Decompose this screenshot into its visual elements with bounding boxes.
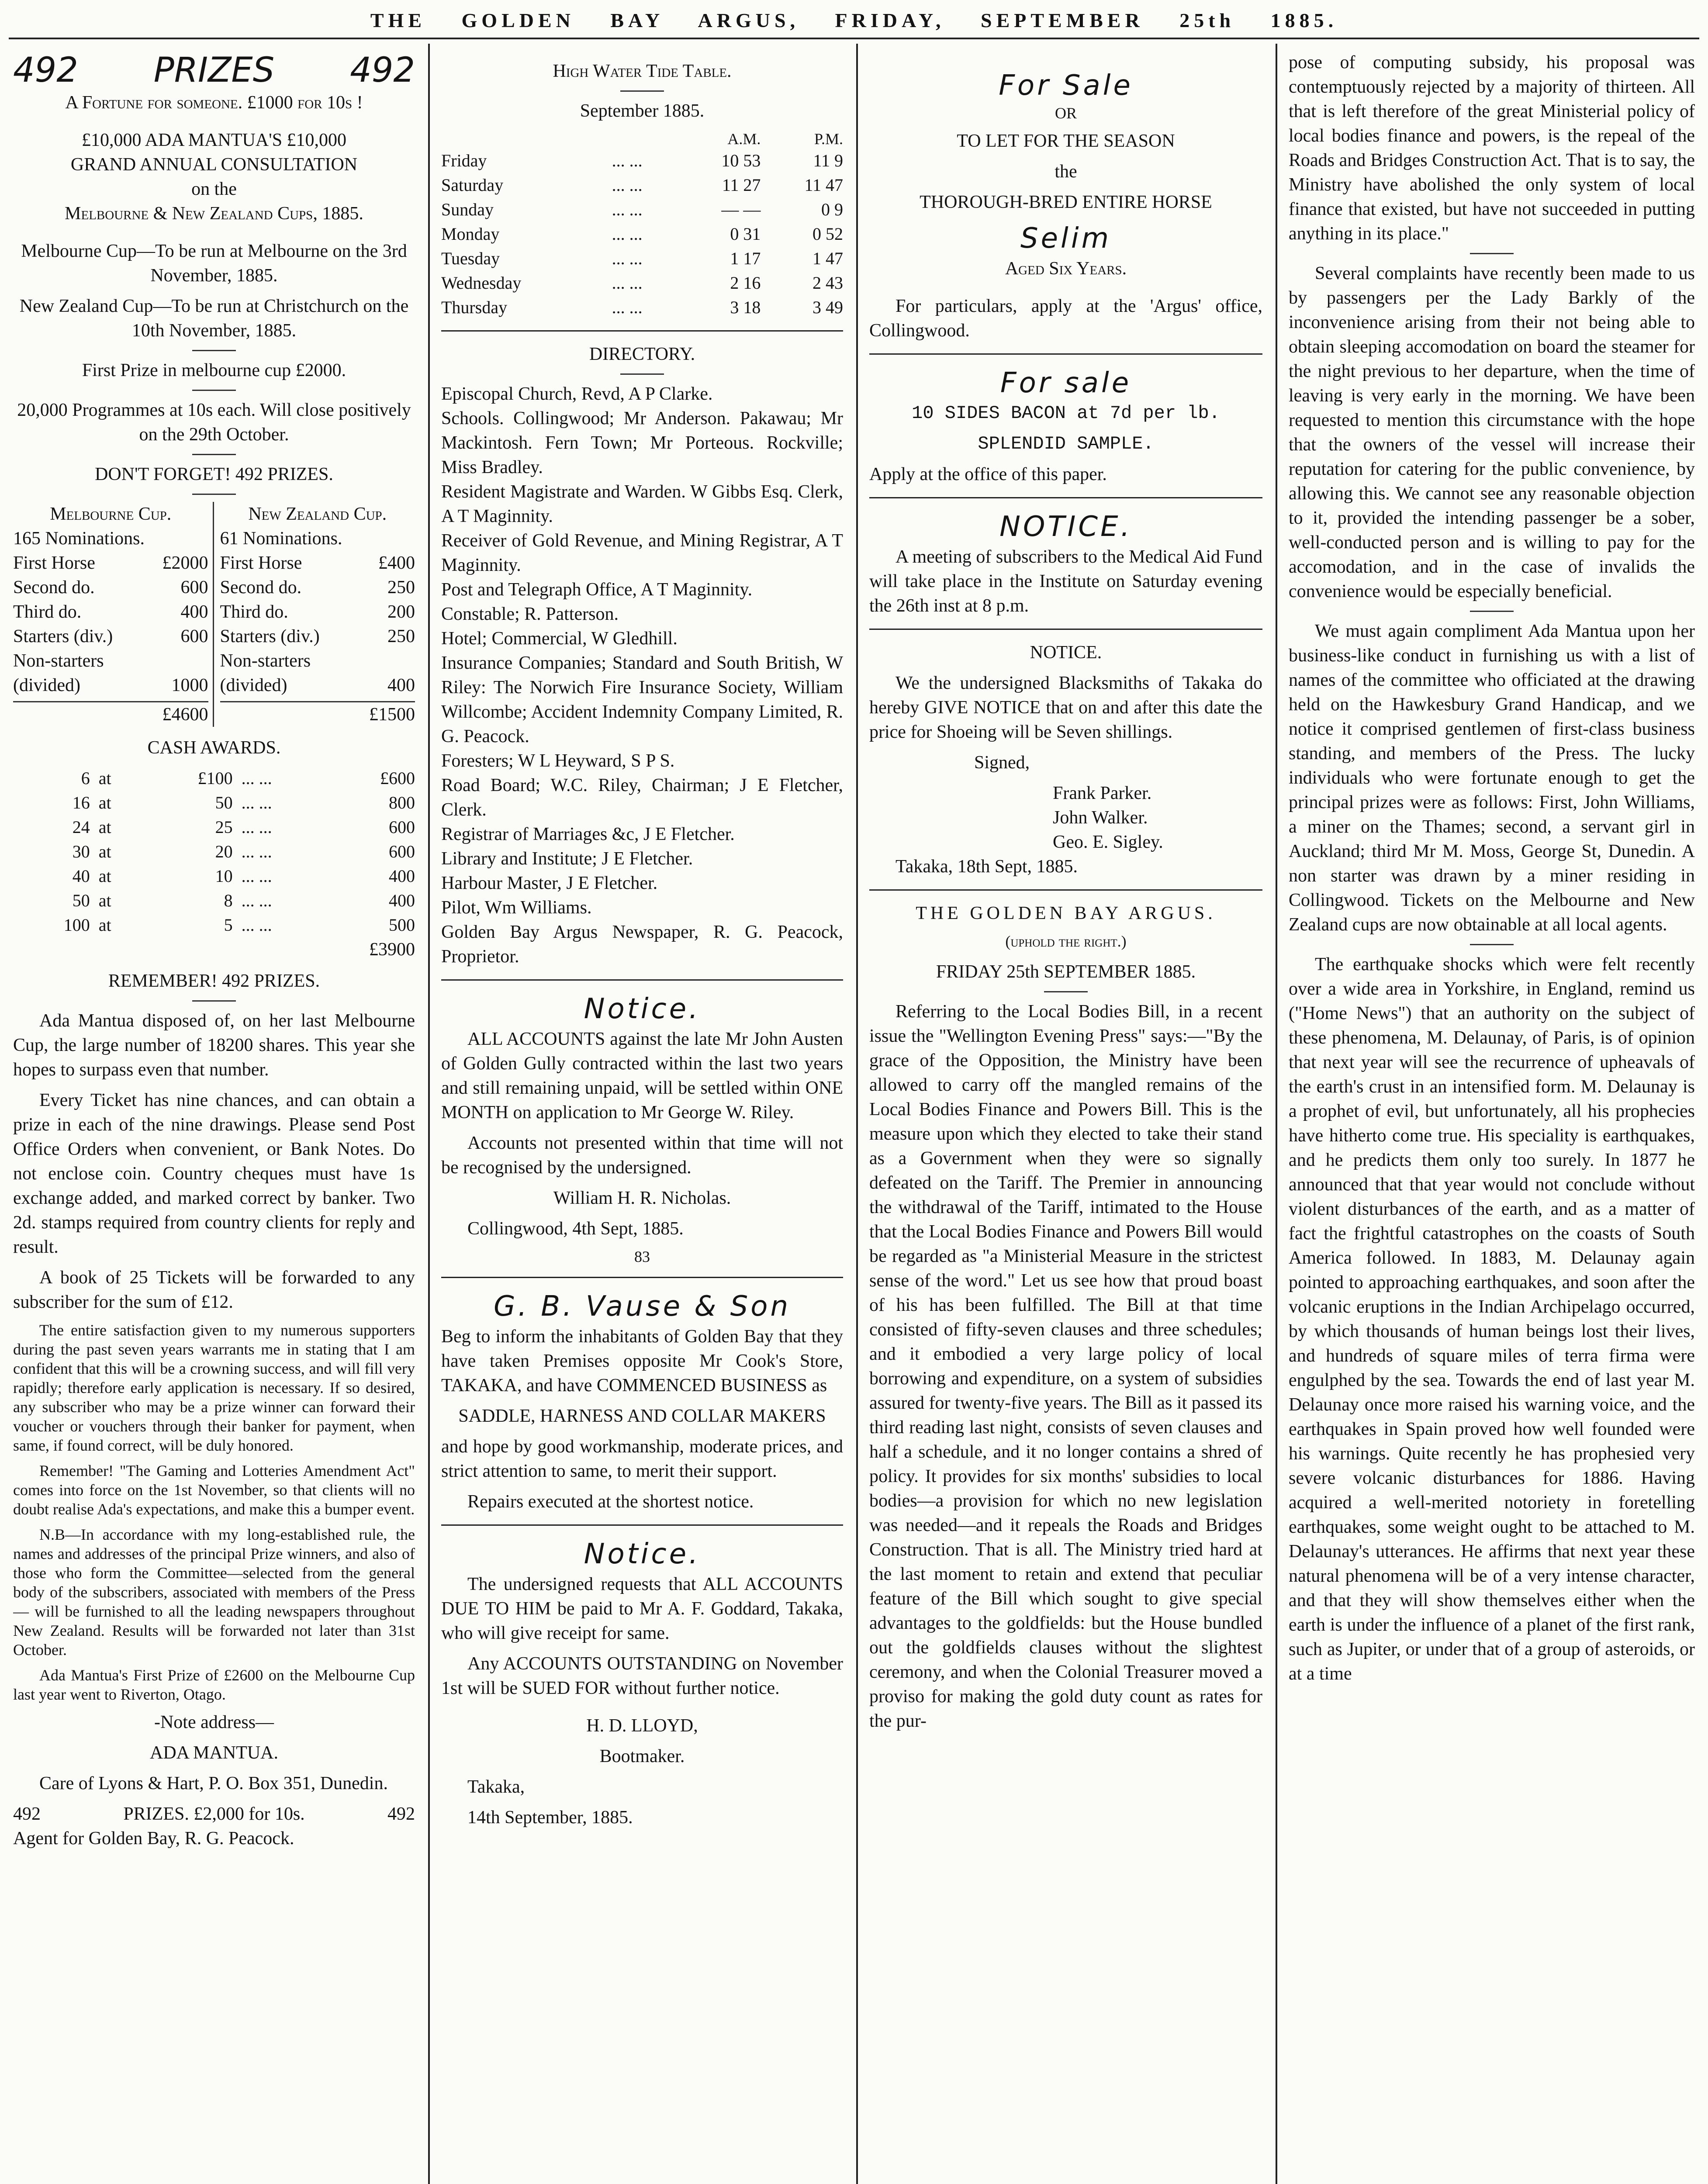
directory-entry: Registrar of Marriages &c, J E Fletcher. — [441, 824, 735, 844]
signatory-name: John Walker. — [1053, 808, 1148, 828]
melbourne-cup-date: Melbourne Cup—To be run at Melbourne on the 3rd November, 1885. — [21, 241, 407, 286]
notice-heading: Notice. — [584, 993, 701, 1025]
vause-heading: G. B. Vause & Son — [494, 1290, 791, 1323]
vause-body: and hope by good workmanship, moderate prices, and strict attention to same, to merit their support. — [441, 1437, 843, 1481]
vause-trade: SADDLE, HARNESS AND COLLAR MAKERS — [458, 1406, 826, 1426]
divider — [441, 1524, 843, 1526]
rule — [1470, 253, 1514, 254]
cash-award-row — [13, 913, 415, 937]
prize-amount: 600 — [180, 577, 208, 598]
notice-date: 14th September, 1885. — [467, 1807, 633, 1828]
cash-award-row — [13, 864, 415, 888]
tide-am-header: A.M. — [727, 130, 761, 148]
prize-amount: 250 — [387, 626, 415, 646]
tide-am: 11 27 — [722, 175, 761, 195]
notice-heading: NOTICE. — [999, 511, 1132, 543]
cash-dots: ... ... — [241, 817, 272, 837]
prize-amount: £2000 — [162, 553, 208, 573]
paper-date: FRIDAY 25th SEPTEMBER 1885. — [936, 962, 1196, 982]
prize-amount: 600 — [180, 626, 208, 646]
rule — [620, 373, 664, 375]
cash-at: at — [98, 891, 111, 910]
tide-row — [441, 173, 843, 197]
prize-row — [220, 673, 415, 698]
consultation-amounts: £10,000 ADA MANTUA'S £10,000 — [81, 130, 347, 150]
for-sale-body: For particulars, apply at the 'Argus' office, Collingwood. — [869, 296, 1262, 341]
notice-body: ALL ACCOUNTS against the late Mr John Austen of Golden Gully contracted within the last two years and still remaining unpaid, will be settled within ONE MONTH on application to Mr George W. Riley. — [441, 1029, 843, 1123]
cash-each: 5 — [224, 915, 233, 935]
tide-pm: 3 49 — [813, 297, 843, 317]
programmes: 20,000 Programmes at 10s each. Will close positively on the 29th October. — [17, 400, 411, 445]
column-1-ada-mantua-advert — [13, 50, 415, 1857]
rule — [192, 350, 236, 351]
cash-dots: ... ... — [241, 842, 272, 861]
cash-each: 25 — [215, 817, 233, 837]
cash-at: at — [98, 842, 111, 861]
rule — [192, 494, 236, 495]
directory-entry: Receiver of Gold Revenue, and Mining Registrar, A T Maginnity. — [441, 531, 843, 575]
divider — [869, 889, 1262, 891]
tide-pm: 0 9 — [821, 200, 843, 219]
prize-label: Non-starters — [13, 651, 104, 671]
notice-date: Takaka, 18th Sept, 1885. — [895, 857, 1078, 877]
directory-entry: Library and Institute; J E Fletcher. — [441, 849, 693, 869]
cash-total: 600 — [389, 842, 415, 861]
directory-list — [441, 382, 843, 969]
tide-dots: ... ... — [612, 273, 643, 293]
advert-paragraph: A book of 25 Tickets will be forwarded to any subscriber for the sum of £12. — [13, 1268, 415, 1312]
first-prize: First Prize in melbourne cup £2000. — [82, 360, 346, 380]
advertiser-address: Care of Lyons & Hart, P. O. Box 351, Dunedin. — [39, 1773, 388, 1794]
directory-title: DIRECTORY. — [589, 344, 695, 364]
notice-body: Accounts not presented within that time will not be recognised by the undersigned. — [441, 1133, 843, 1178]
fortune-line: A Fortune for someone. £1000 for 10s ! — [65, 93, 363, 113]
column-2 — [441, 50, 843, 1836]
prizes-count-left: 492 — [13, 51, 78, 90]
directory-entry: Constable; R. Patterson. — [441, 604, 619, 624]
tide-row — [441, 271, 843, 295]
nz-cup-total: £1500 — [220, 701, 415, 727]
tide-pm: 11 47 — [804, 175, 843, 195]
cash-award-row — [13, 815, 415, 840]
directory-entry: Insurance Companies; Standard and South British, W Riley: The Norwich Fire Insurance Society, William Willcombe; Accident Indemnity Company Limited, R. G. Peacock. — [441, 653, 843, 746]
column-divider — [1276, 44, 1277, 2184]
cash-total: 400 — [389, 866, 415, 886]
masthead — [0, 9, 1708, 34]
for-sale-heading: For Sale — [999, 69, 1133, 102]
prize-label: Starters (div.) — [13, 626, 113, 646]
note-address: -Note address— — [154, 1712, 274, 1732]
column-3 — [869, 50, 1262, 1739]
cash-dots: ... ... — [241, 915, 272, 935]
prize-amount: 200 — [387, 602, 415, 622]
cash-each: 10 — [215, 866, 233, 886]
tide-pm: 2 43 — [813, 273, 843, 293]
advertiser-name: ADA MANTUA. — [150, 1743, 278, 1763]
prize-label: Third do. — [220, 602, 288, 622]
divider — [441, 330, 843, 332]
advert-paragraph: N.B—In accordance with my long-established rule, the names and addresses of the principal Prize winners, and also of those who form the Committee—selected from the general body of the subscribers, associated with members of the Press— will be furnished to all the leading newspapers throughout New Zealand. Results will be forwarded not later than 31st October. — [13, 1526, 415, 1659]
tide-day: Wednesday — [441, 273, 522, 293]
dont-forget: DON'T FORGET! 492 PRIZES. — [95, 464, 333, 484]
bacon-apply: Apply at the office of this paper. — [869, 464, 1107, 484]
prize-row — [13, 551, 208, 575]
notice-heading-small: NOTICE. — [1030, 643, 1102, 663]
cash-awards-table — [13, 766, 415, 937]
tide-day: Sunday — [441, 200, 494, 219]
cash-at: at — [98, 793, 111, 812]
prize-row — [13, 624, 208, 649]
tide-am: 2 16 — [730, 273, 761, 293]
prize-row — [220, 649, 415, 673]
tide-dots: ... ... — [612, 224, 643, 244]
tide-am: 3 18 — [730, 297, 761, 317]
prizes-word: PRIZES — [153, 51, 275, 90]
for-sale-heading: For sale — [1000, 367, 1132, 399]
paper-title: THE GOLDEN BAY ARGUS. — [916, 903, 1216, 923]
prize-row — [13, 673, 208, 698]
tide-day: Monday — [441, 224, 500, 244]
cash-each: £100 — [197, 768, 233, 788]
prize-label: Non-starters — [220, 651, 311, 671]
directory-entry: Foresters; W L Heyward, S P S. — [441, 751, 675, 771]
cash-at: at — [98, 866, 111, 886]
consultation-cups: Melbourne & New Zealand Cups, 1885. — [65, 204, 363, 224]
news-paragraph: The earthquake shocks which were felt recently over a wide area in Yorkshire, in England, remind us ("Home News") that an authority on the subject of these phenomena, M. Delaunay, of Paris, is of opinion that next year will see the recurrence of upheavals of the earth's crust in an intensified form. M. Delaunay is a prophet of evil, but unfortunately, all his prophecies have hitherto come true. His speciality is earthquakes, and he predicts them only too surely. In 1877 he announced that that year would not conclude without violent disturbances of the earth, and as a matter of fact the frightful catastrophes on the coasts of South America followed. In 1883, M. Delaunay again pointed to approaching earthquakes, and soon after the volcanic eruptions in the Indian Archipelago occurred, by which thousands of human beings lost their lives, and hundreds of square miles of terra firma were engulphed by the sea. Towards the end of last year M. Delaunay once more raised his warning voice, and the earthquakes in Spain proved how well founded were his warnings. Quite recently he has prophesied very severe volcanic disturbances for 1886. Having acquired a well-merited notoriety in foretelling earthquakes, some weight ought to be attached to M. Delaunay's utterances. He affirms that next year these natural phenomena will be of a very intense character, and that they will show themselves either when the earth is under the influence of a planet of the first rank, such as Jupiter, or under that of a group of asteroids, or at a time — [1289, 954, 1695, 1684]
rule — [1470, 944, 1514, 945]
tide-day: Saturday — [441, 175, 504, 195]
tide-am: 0 31 — [730, 224, 761, 244]
tide-pm: 11 9 — [813, 151, 843, 170]
prize-row — [220, 526, 415, 551]
tide-am: 1 17 — [730, 249, 761, 268]
prizes-count-right: 492 — [350, 51, 415, 90]
advert-footer — [13, 1802, 415, 1826]
prize-label: Second do. — [13, 577, 95, 598]
prize-label: (divided) — [220, 675, 287, 695]
cash-count: 6 — [81, 768, 90, 788]
horse-name: Selim — [1020, 222, 1111, 255]
cash-total: £600 — [380, 768, 415, 788]
column-divider — [428, 44, 430, 2184]
cash-awards-total: £3900 — [369, 940, 415, 960]
prize-row — [220, 575, 415, 600]
advert-paragraph: Ada Mantua's First Prize of £2600 on the Melbourne Cup last year went to Riverton, Otago. — [13, 1666, 415, 1703]
rule — [1470, 611, 1514, 612]
rule — [620, 90, 664, 92]
tide-row — [441, 295, 843, 320]
tide-dots: ... ... — [612, 200, 643, 219]
editorial-paragraph: Referring to the Local Bodies Bill, in a recent issue the "Wellington Evening Press" says:—"By the grace of the Opposition, the Ministry have been allowed to carry off the mangled remains of the Local Bodies Finance and Powers Bill. This is the measure upon which they elected to take their stand as a Government when they were so signally defeated on the Tariff. The Premier in announcing the withdrawal of the Tariff, intimated to the House that the Local Bodies Finance and Powers Bill would be regarded as "a Ministerial Measure in the strictest sense of the word." Let us see how that proud boast of his has been fulfilled. The Bill at that time consisted of fifty-seven clauses and three schedules; and it embodied a very large policy of local borrowing and expenditure, on a system of subsidies assured for twenty-five years. The Bill as it passed its third reading last night, consists of seven clauses and half a schedule, and it no longer contains a shred of policy. It provides for six months' subsidies to local bodies—a provision for which no new legislation was needed—and it repeals the Roads and Bridges Construction. That is all. The Ministry tried hard at the last moment to retain and extend that peculiar feature of the Bill which sought to give special advantages to the goldfields: but the House bundled out the goldfields clauses without the slightest ceremony, and when the Colonial Treasurer moved a proviso for making the gold duty count as rates for the pur- — [869, 1002, 1262, 1731]
notice-body: We the undersigned Blacksmiths of Takaka do hereby GIVE NOTICE that on and after this date the price for Shoeing will be Seven shillings. — [869, 673, 1262, 742]
cash-total: 400 — [389, 891, 415, 910]
tide-pm-header: P.M. — [814, 130, 843, 148]
advert-paragraph: Remember! "The Gaming and Lotteries Amendment Act" comes into force on the 1st November, so that clients will no doubt realise Ada's expectations, and make this a bumper event. — [13, 1462, 415, 1518]
tide-day: Friday — [441, 151, 487, 170]
notice-mark: 83 — [634, 1248, 650, 1265]
cup-prize-tables — [13, 502, 415, 727]
cash-count: 30 — [72, 842, 90, 861]
notice-heading: Notice. — [584, 1538, 701, 1570]
bacon-line: 10 SIDES BACON at 7d per lb. — [912, 403, 1220, 424]
tide-row — [441, 149, 843, 173]
melbourne-cup-heading: Melbourne Cup. — [50, 504, 172, 524]
tide-day: Tuesday — [441, 249, 500, 268]
cash-award-row — [13, 840, 415, 864]
cash-total: 600 — [389, 817, 415, 837]
news-paragraph: We must again compliment Ada Mantua upon her business-like conduct in furnishing us with a list of names of the committee who officiated at the drawing held on the Hawkesbury Grand Handicap, and we notice it comprised gentlemen of first-class business standing, and members of the Press. The lucky individuals who were fortunate enough to get the principal prizes were as follows: First, John Williams, a miner on the Thames; second, a servant girl in Auckland; third Mr M. Moss, George St, Dunedin. A non starter was drawn by a miner residing in Collingwood. Tickets on the Melbourne and New Zealand cups are now obtainable at all local agents. — [1289, 621, 1695, 935]
prize-label: 61 Nominations. — [220, 529, 342, 549]
prize-amount: 250 — [387, 577, 415, 598]
masthead-rule — [9, 38, 1699, 39]
nz-cup-heading: New Zealand Cup. — [248, 504, 387, 524]
agent-line: Agent for Golden Bay, R. G. Peacock. — [13, 1828, 294, 1849]
cash-count: 100 — [63, 915, 90, 935]
cash-count: 40 — [72, 866, 90, 886]
footer-count-left: 492 — [13, 1804, 41, 1824]
cash-dots: ... ... — [241, 793, 272, 812]
cash-at: at — [98, 915, 111, 935]
directory-entry: Golden Bay Argus Newspaper, R. G. Peacock, Proprietor. — [441, 922, 843, 967]
tide-dots: ... ... — [612, 151, 643, 170]
tide-dots: ... ... — [612, 249, 643, 268]
prize-amount: 1000 — [171, 675, 208, 695]
cash-each: 20 — [215, 842, 233, 861]
directory-entry: Resident Magistrate and Warden. W Gibbs Esq. Clerk, A T Maginnity. — [441, 482, 843, 526]
cash-total: 800 — [389, 793, 415, 812]
footer-count-right: 492 — [387, 1804, 415, 1824]
advert-paragraph: Ada Mantua disposed of, on her last Melbourne Cup, the large number of 18200 shares. This year she hopes to surpass even that number. — [13, 1011, 415, 1080]
column-4 — [1289, 50, 1695, 1692]
tide-table-month: September 1885. — [580, 101, 705, 121]
cash-award-row — [13, 888, 415, 913]
prize-label: First Horse — [220, 553, 302, 573]
tide-row — [441, 222, 843, 246]
prize-row — [220, 624, 415, 649]
signatory-name: Frank Parker. — [1053, 783, 1152, 803]
divider — [441, 1277, 843, 1278]
prize-label: Third do. — [13, 602, 82, 622]
prize-row — [13, 600, 208, 624]
masthead-paper-name: THE GOLDEN BAY ARGUS, — [370, 9, 800, 31]
melbourne-cup-table — [13, 502, 214, 727]
notice-signed: Signed, — [974, 753, 1030, 773]
for-sale-horse: THOROUGH-BRED ENTIRE HORSE — [920, 192, 1212, 212]
tide-table-title: High Water Tide Table. — [553, 61, 732, 81]
divider — [869, 497, 1262, 498]
advert-paragraph: The entire satisfaction given to my numerous supporters during the past seven years warrants me in stating that I am confident that this will be a crowning success, and will fill very rapidly; therefore early application is necessary. If so desired, any subscriber who may be a prize winner can forward their voucher or vouchers through their banker for payment, when same, if found correct, will be duly honored. — [13, 1321, 415, 1454]
notice-place: Takaka, — [467, 1777, 525, 1797]
editorial-continued: pose of computing subsidy, his proposal was contemptuously rejected by a majority of thirteen. All that is left therefore of the great Ministerial policy of local bodies finance and powers, is the repeal of the Roads and Bridges Construction Act. That is to say, the Ministry have abolished the only system of local finance that existed, but have not succeeded in putting anything in its place." — [1289, 52, 1695, 244]
for-sale-the: the — [1055, 162, 1077, 182]
cash-dots: ... ... — [241, 866, 272, 886]
rule — [192, 1000, 236, 1002]
cash-dots: ... ... — [241, 891, 272, 910]
directory-entry: Episcopal Church, Revd, A P Clarke. — [441, 384, 713, 404]
masthead-day: FRIDAY, — [835, 9, 945, 31]
prize-label: (divided) — [13, 675, 80, 695]
directory-entry: Post and Telegraph Office, A T Maginnity. — [441, 580, 753, 600]
paper-motto: (uphold the right.) — [1005, 933, 1127, 950]
divider — [869, 353, 1262, 355]
directory-entry: Pilot, Wm Williams. — [441, 898, 592, 918]
cash-at: at — [98, 817, 111, 837]
nz-cup-date: New Zealand Cup—To be run at Christchurch on the 10th November, 1885. — [19, 296, 409, 341]
rule — [192, 390, 236, 391]
vause-body: Beg to inform the inhabitants of Golden Bay that they have taken Premises opposite Mr Cook's Store, TAKAKA, and have COMMENCED BUSINESS as — [441, 1327, 843, 1396]
tide-dots: ... ... — [612, 297, 643, 317]
column-divider — [856, 44, 858, 2184]
prize-row — [220, 551, 415, 575]
nz-cup-table — [214, 502, 415, 727]
rule — [192, 454, 236, 455]
tide-am: 10 53 — [721, 151, 761, 170]
tide-row — [441, 197, 843, 222]
prize-row — [13, 649, 208, 673]
cash-count: 24 — [72, 817, 90, 837]
signatories — [869, 781, 1262, 854]
divider — [441, 979, 843, 981]
tide-row — [441, 246, 843, 271]
cash-each: 8 — [224, 891, 233, 910]
for-sale-or: OR — [1055, 104, 1077, 122]
tide-pm: 0 52 — [813, 224, 843, 244]
directory-entry: Harbour Master, J E Fletcher. — [441, 873, 658, 893]
tide-am: — — — [721, 200, 761, 219]
cash-at: at — [98, 768, 111, 788]
notice-trade: Bootmaker. — [599, 1746, 685, 1766]
tide-dots: ... ... — [612, 175, 643, 195]
notice-signature: H. D. LLOYD, — [586, 1716, 698, 1736]
notice-body: Any ACCOUNTS OUTSTANDING on November 1st will be SUED FOR without further notice. — [441, 1654, 843, 1698]
prize-amount: £400 — [378, 553, 415, 573]
consultation-on: on the — [191, 179, 237, 199]
prize-label: Starters (div.) — [220, 626, 320, 646]
bacon-sample: SPLENDID SAMPLE. — [978, 433, 1154, 454]
masthead-date: SEPTEMBER 25th 1885. — [980, 9, 1338, 31]
signatory-name: Geo. E. Sigley. — [1053, 832, 1163, 852]
for-sale-let: TO LET FOR THE SEASON — [957, 131, 1175, 151]
prizes-banner — [13, 50, 415, 90]
cash-dots: ... ... — [241, 768, 272, 788]
footer-prizes: PRIZES. £2,000 for 10s. — [123, 1804, 305, 1824]
prize-label: Second do. — [220, 577, 302, 598]
cash-total: 500 — [389, 915, 415, 935]
notice-body: The undersigned requests that ALL ACCOUNTS DUE TO HIM be paid to Mr A. F. Goddard, Takaka, who will give receipt for same. — [441, 1574, 843, 1643]
melbourne-cup-total: £4600 — [13, 701, 208, 727]
cash-count: 16 — [72, 793, 90, 812]
directory-entry: Schools. Collingwood; Mr Anderson. Pakawau; Mr Mackintosh. Fern Town; Mr Porteous. Rockville; Miss Bradley. — [441, 408, 843, 477]
advert-paragraph: Every Ticket has nine chances, and can obtain a prize in each of the nine drawings. Please send Post Office Orders when convenient, or Bank Notes. Do not enclose coin. Country cheques must have 1s exchange added, and marked correct by banker. Two 2d. stamps required from country clients for reply and result. — [13, 1090, 415, 1257]
cash-awards-heading: CASH AWARDS. — [147, 738, 281, 758]
cash-each: 50 — [215, 793, 233, 812]
tide-table — [441, 129, 843, 320]
news-paragraph: Several complaints have recently been made to us by passengers per the Lady Barkly of the inconvenience arising from their not being able to obtain sleeping accomodation on board the steamer for the night previous to her departure, when the time of leaving is very early in the morning. We have been requested to mention this circumstance with the hope that the owners of the vessel will increase their reputation for catering for the public convenience, by allowing this. We cannot see any reasonable objection to it, provided the intending passenger be a sober, well-conducted person and is willing to pay for the accomodation, and in the case of invalids the convenience would be especially beneficial. — [1289, 263, 1695, 601]
divider — [869, 629, 1262, 630]
vause-body: Repairs executed at the shortest notice. — [467, 1492, 754, 1512]
rule — [1044, 991, 1088, 992]
prize-row — [13, 526, 208, 551]
notice-signature: William H. R. Nicholas. — [553, 1188, 731, 1208]
horse-age: Aged Six Years. — [1005, 259, 1127, 279]
cash-count: 50 — [72, 891, 90, 910]
directory-entry: Hotel; Commercial, W Gledhill. — [441, 629, 678, 649]
tide-pm: 1 47 — [813, 249, 843, 268]
prize-label: 165 Nominations. — [13, 529, 145, 549]
remember-line: REMEMBER! 492 PRIZES. — [108, 971, 320, 991]
prize-label: First Horse — [13, 553, 95, 573]
directory-entry: Road Board; W.C. Riley, Chairman; J E Fletcher, Clerk. — [441, 775, 843, 820]
notice-date: Collingwood, 4th Sept, 1885. — [467, 1219, 684, 1239]
notice-body: A meeting of subscribers to the Medical Aid Fund will take place in the Institute on Saturday evening the 26th inst at 8 p.m. — [869, 547, 1262, 616]
cash-award-row — [13, 791, 415, 815]
prize-amount: 400 — [387, 675, 415, 695]
prize-row — [220, 600, 415, 624]
prize-amount: 400 — [180, 602, 208, 622]
consultation-title: GRAND ANNUAL CONSULTATION — [70, 155, 358, 175]
cash-award-row — [13, 766, 415, 791]
prize-row — [13, 575, 208, 600]
tide-day: Thursday — [441, 297, 508, 317]
